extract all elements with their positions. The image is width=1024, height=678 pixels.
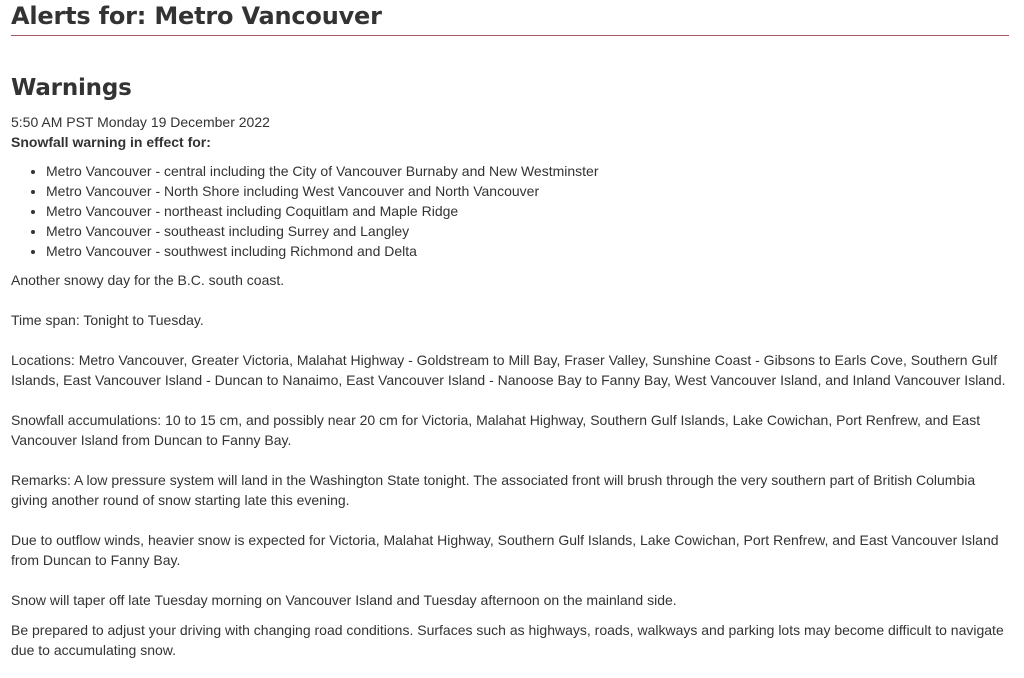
warnings-section xyxy=(11,74,1009,660)
page-title: Alerts for: Metro Vancouver xyxy=(11,2,382,30)
region-item: • Metro Vancouver - central including the City of Vancouver Burnaby and New Westminster xyxy=(46,161,1009,181)
accumulations-paragraph: Snowfall accumulations: 10 to 15 cm, and possibly near 20 cm for Victoria, Malahat Highway, Southern Gulf Islands, Lake Cowichan, Port Renfrew, and East Vancouver Island from Duncan to Fanny Bay. xyxy=(11,412,981,448)
remarks-paragraph: Remarks: A low pressure system will land in the Washington State tonight. The associated front will brush through the very southern part of British Columbia giving another round of snow starting late this evening. xyxy=(11,472,976,508)
summary-paragraph: Another snowy day for the B.C. south coast. xyxy=(11,272,285,288)
time-span-paragraph: Time span: Tonight to Tuesday. xyxy=(11,312,204,328)
region-item: • Metro Vancouver - northeast including Coquitlam and Maple Ridge xyxy=(46,201,1009,221)
taper-off-paragraph: Snow will taper off late Tuesday morning on Vancouver Island and Tuesday afternoon on the mainland side. xyxy=(11,592,677,608)
issued-timestamp: 5:50 AM PST Monday 19 December 2022 xyxy=(11,114,270,130)
region-item: • Metro Vancouver - southeast including Surrey and Langley xyxy=(46,221,1009,241)
affected-regions-list xyxy=(11,161,1009,261)
title-divider xyxy=(11,35,1009,36)
warnings-heading: Warnings xyxy=(11,75,132,101)
alerts-page xyxy=(11,0,1009,660)
warning-headline: Snowfall warning in effect for: xyxy=(11,134,211,150)
region-item: • Metro Vancouver - southwest including Richmond and Delta xyxy=(46,241,1009,261)
driving-advice-paragraph: Be prepared to adjust your driving with changing road conditions. Surfaces such as highways, roads, walkways and parking lots may become difficult to navigate due to accumulating snow. xyxy=(11,622,1004,658)
locations-paragraph: Locations: Metro Vancouver, Greater Victoria, Malahat Highway - Goldstream to Mill Bay, Fraser Valley, Sunshine Coast - Gibsons to Earls Cove, Southern Gulf Islands, East Vancouver Island - Duncan to Nanaimo, East Vancouver Island - Nanoose Bay to Fanny Bay, West Vancouver Island, and Inland Vancouver Island. xyxy=(11,352,1006,388)
region-item: • Metro Vancouver - North Shore including West Vancouver and North Vancouver xyxy=(46,181,1009,201)
outflow-winds-paragraph: Due to outflow winds, heavier snow is expected for Victoria, Malahat Highway, Southern Gulf Islands, Lake Cowichan, Port Renfrew, and East Vancouver Island from Duncan to Fanny Bay. xyxy=(11,532,999,568)
